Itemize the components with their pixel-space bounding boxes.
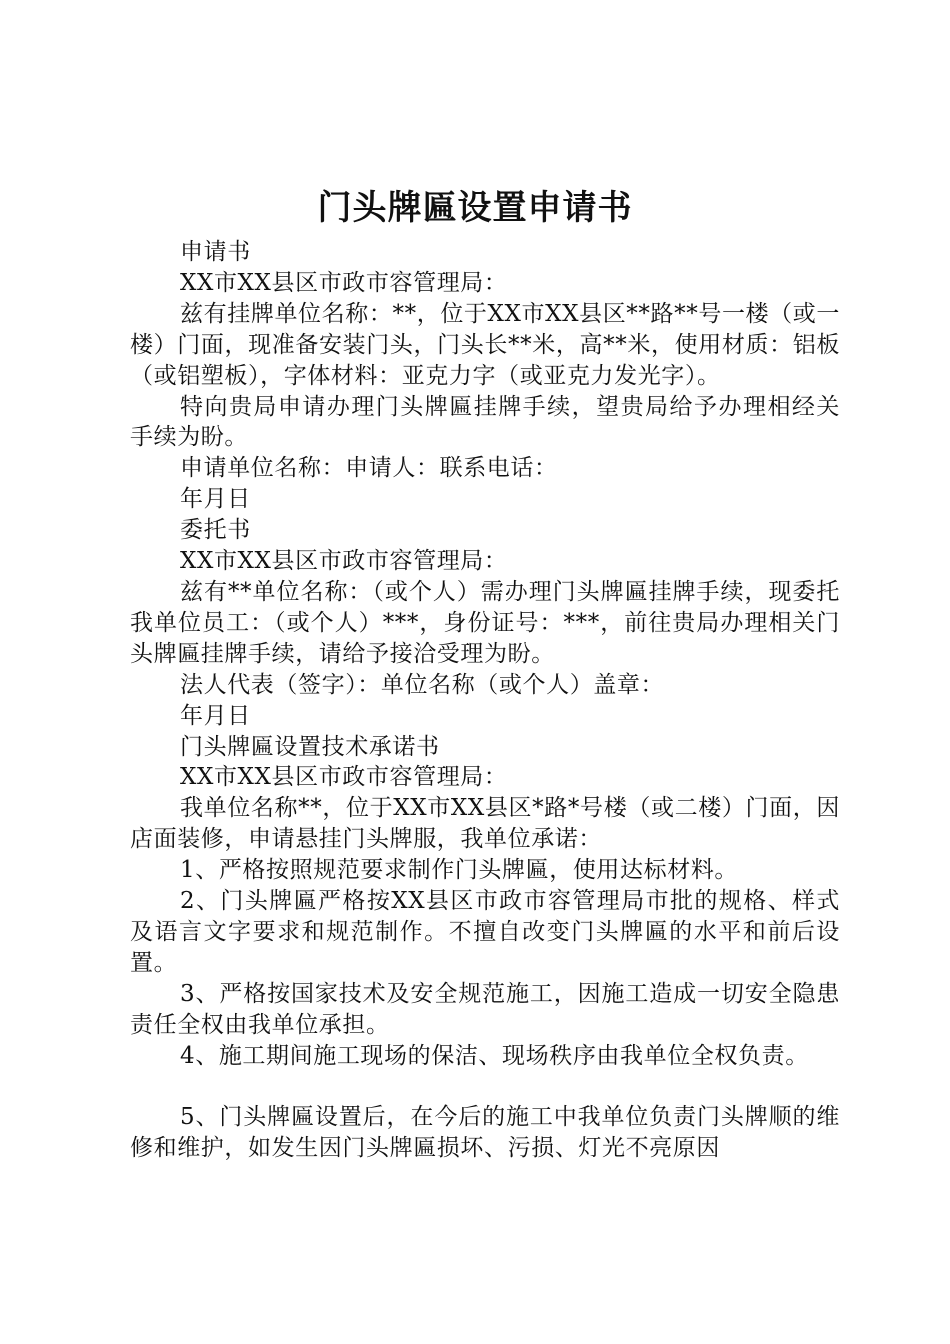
paragraph-application-heading: 申请书: [180, 239, 251, 265]
paragraph-date: 年月日: [180, 486, 251, 513]
paragraph-commitment-item-5: 5、门头牌匾设置后，在今后的施工中我单位负责门头牌顺的维修和维护，如发生因门头牌匾损坏、污损、灯光不亮原因: [130, 1104, 840, 1162]
paragraph-application-request: 特向贵局申请办理门头牌匾挂牌手续，望贵局给予办理相经关手续为盼。: [130, 393, 840, 451]
paragraph-commitment-item-1: 1、严格按照规范要求制作门头牌匾，使用达标材料。: [180, 857, 739, 884]
document-body: [130, 237, 840, 1164]
paragraph-application-body: 兹有挂牌单位名称：**，位于XX市XX县区**路**号一楼（或一楼）门面，现准备安装门头，门头长**米，高**米，使用材质：铝板（或铝塑板），字体材料：亚克力字（或亚克力发光字）。: [130, 300, 840, 389]
paragraph-commitment-item-2: 2、门头牌匾严格按XX县区市政市容管理局市批的规格、样式及语言文字要求和规范制作。不擅自改变门头牌匾的水平和前后设置。: [130, 888, 840, 976]
paragraph-addressee: XX市XX县区市政市容管理局：: [180, 548, 508, 575]
paragraph-date: 年月日: [180, 702, 251, 729]
paragraph-proxy-heading: 委托书: [180, 517, 251, 544]
paragraph-commitment-heading: 门头牌匾设置技术承诺书: [180, 733, 440, 760]
paragraph-addressee: XX市XX县区市政市容管理局：: [180, 269, 508, 296]
document-title: 门头牌匾设置申请书: [317, 188, 633, 228]
paragraph-addressee: XX市XX县区市政市容管理局：: [180, 764, 508, 791]
paragraph-commitment-item-4: 4、施工期间施工现场的保洁、现场秩序由我单位全权负责。: [180, 1042, 809, 1069]
paragraph-commitment-intro: 我单位名称**，位于XX市XX县区*路*号楼（或二楼）门面，因店面装修，申请悬挂门头牌服，我单位承诺：: [130, 795, 840, 853]
paragraph-applicant-info: 申请单位名称：申请人：联系电话：: [180, 455, 558, 482]
paragraph-signature-line: 法人代表（签字）：单位名称（或个人）盖章：: [180, 671, 665, 698]
paragraph-commitment-item-3: 3、严格按国家技术及安全规范施工，因施工造成一切安全隐患责任全权由我单位承担。: [130, 980, 840, 1038]
paragraph-proxy-body: 兹有**单位名称：（或个人）需办理门头牌匾挂牌手续，现委托我单位员工：（或个人）***，身份证号：***，前往贵局办理相关门头牌匾挂牌手续，请给予接洽受理为盼。: [130, 578, 840, 667]
